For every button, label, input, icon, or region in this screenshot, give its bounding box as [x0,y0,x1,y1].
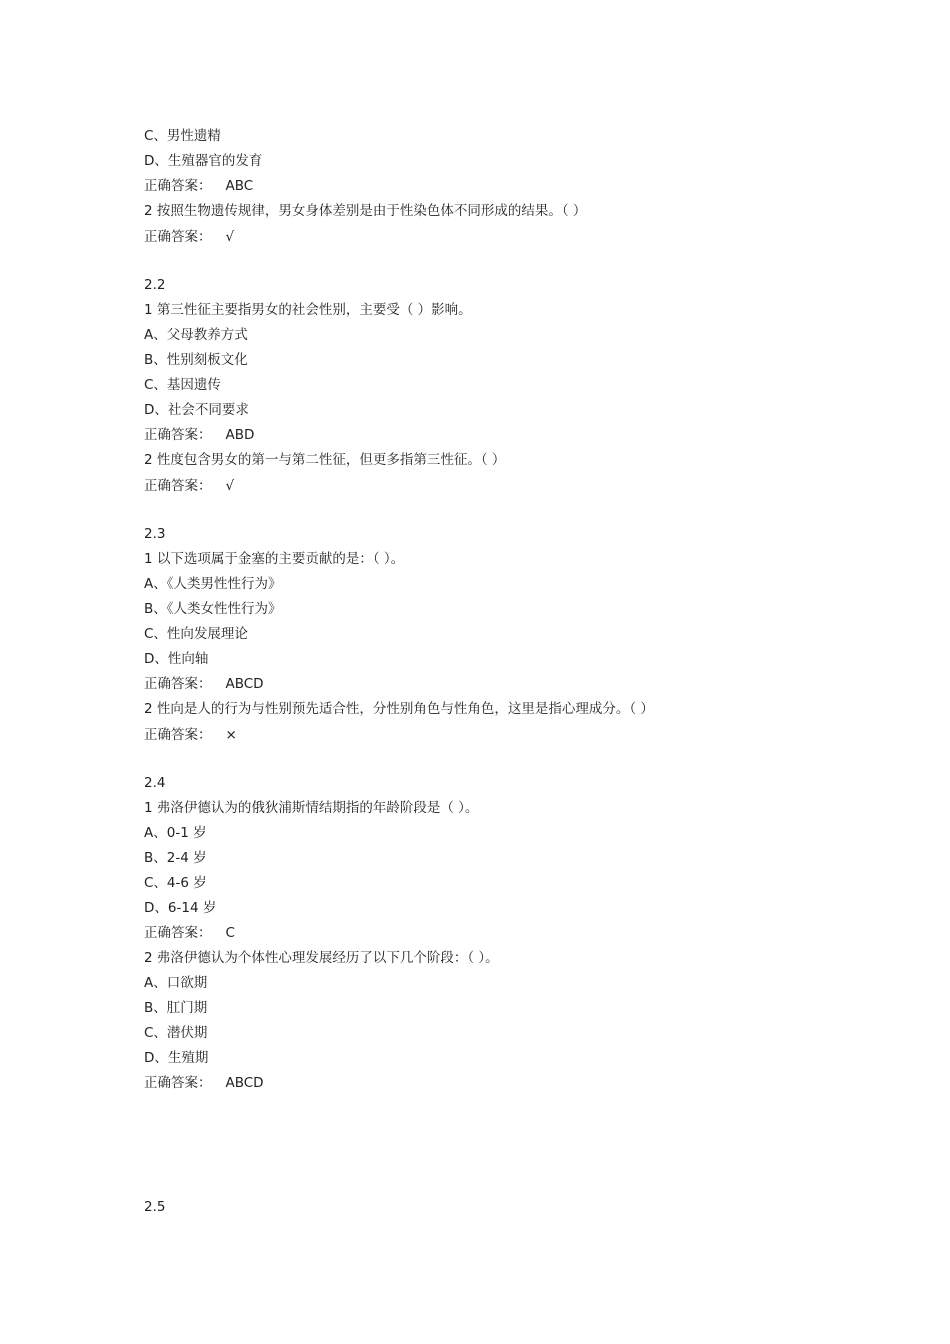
answer-value: √ [225,229,235,245]
option-text: C、男性遗精 [144,128,221,144]
option-text: A、口欲期 [144,975,208,991]
option-text: B、肛门期 [144,1000,208,1016]
option-text: B、性别刻板文化 [144,352,248,368]
answer-line [144,1074,264,1092]
answer-value: C [225,925,235,941]
option-text: A、《人类男性性行为》 [144,576,282,592]
option-text: C、性向发展理论 [144,626,248,642]
option-text: D、生殖期 [144,1050,209,1066]
option-text: C、潜伏期 [144,1025,208,1041]
answer-line [144,675,264,693]
answer-label: 正确答案： [144,178,212,194]
option-text: D、生殖器官的发育 [144,153,263,169]
answer-value: ABC [225,178,254,194]
answer-label: 正确答案： [144,925,212,941]
answer-line [144,726,237,744]
answer-value: ABCD [225,676,264,692]
answer-line [144,477,234,495]
answer-line [144,924,235,942]
answer-value: √ [225,478,235,494]
question-text: 2 性度包含男女的第一与第二性征，但更多指第三性征。（ ） [144,452,506,468]
option-text: D、性向轴 [144,651,209,667]
answer-value: ABD [225,427,255,443]
section-heading: 2.4 [144,775,166,791]
answer-line [144,228,234,246]
option-text: C、4-6 岁 [144,875,207,891]
option-text: B、2-4 岁 [144,850,207,866]
answer-label: 正确答案： [144,1075,212,1091]
answer-label: 正确答案： [144,727,212,743]
section-heading: 2.5 [144,1199,166,1215]
option-text: D、社会不同要求 [144,402,249,418]
answer-line [144,177,253,195]
question-text: 2 按照生物遗传规律，男女身体差别是由于性染色体不同形成的结果。（ ） [144,203,587,219]
answer-line [144,426,254,444]
answer-label: 正确答案： [144,676,212,692]
question-text: 1 弗洛伊德认为的俄狄浦斯情结期指的年龄阶段是（ ）。 [144,800,479,816]
section-heading: 2.2 [144,277,166,293]
question-text: 1 第三性征主要指男女的社会性别，主要受（ ）影响。 [144,302,472,318]
option-text: C、基因遗传 [144,377,221,393]
option-text: A、0-1 岁 [144,825,207,841]
option-text: D、6-14 岁 [144,900,217,916]
question-text: 1 以下选项属于金塞的主要贡献的是：（ ）。 [144,551,405,567]
option-text: B、《人类女性性行为》 [144,601,282,617]
answer-label: 正确答案： [144,427,212,443]
question-text: 2 性向是人的行为与性别预先适合性，分性别角色与性角色，这里是指心理成分。（ ） [144,701,654,717]
section-heading: 2.3 [144,526,166,542]
question-text: 2 弗洛伊德认为个体性心理发展经历了以下几个阶段：（ ）。 [144,950,499,966]
answer-label: 正确答案： [144,478,212,494]
option-text: A、父母教养方式 [144,327,248,343]
answer-label: 正确答案： [144,229,212,245]
answer-value: × [225,727,237,743]
answer-value: ABCD [225,1075,264,1091]
